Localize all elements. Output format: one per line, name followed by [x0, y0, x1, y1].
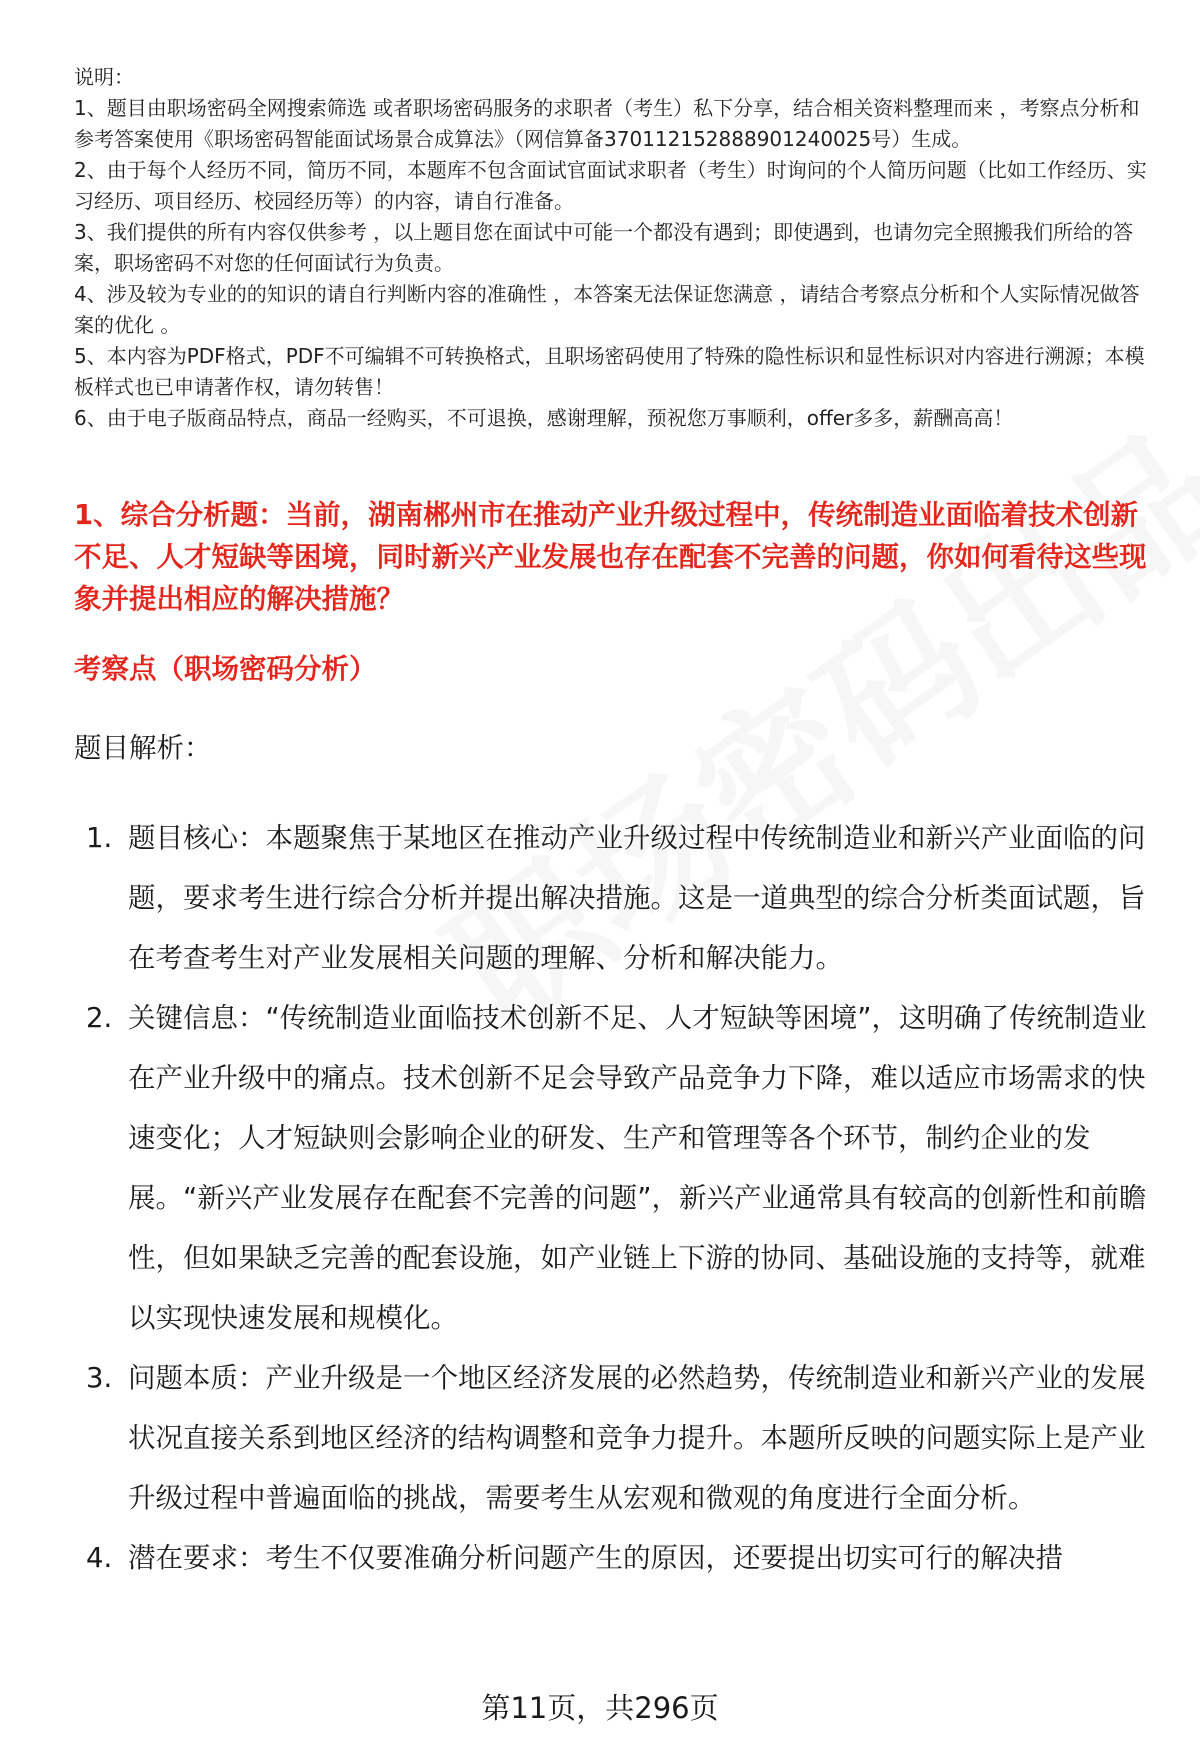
- analysis-item: [74, 1528, 1154, 1588]
- note-item: 5、本内容为PDF格式，PDF不可编辑不可转换格式，且职场密码使用了特殊的隐性标识和显性标识对内容进行溯源；本模板样式也已申请著作权，请勿转售！: [74, 344, 1145, 399]
- analysis-item-text: 关键信息：“传统制造业面临技术创新不足、人才短缺等困境”，这明确了传统制造业在产业升级中的痛点。技术创新不足会导致产品竞争力下降，难以适应市场需求的快速变化；人才短缺则会影响企业的研发、生产和管理等各个环节，制约企业的发展。“新兴产业发展存在配套不完善的问题”，新兴产业通常具有较高的创新性和前瞻性，但如果缺乏完善的配套设施，如产业链上下游的协同、基础设施的支持等，就难以实现快速发展和规模化。: [128, 1002, 1147, 1334]
- analysis-item-number: 4.: [86, 1542, 113, 1574]
- analysis-item-number: 3.: [86, 1362, 113, 1394]
- analysis-item: [74, 1348, 1154, 1528]
- notes-heading: 说明：: [74, 65, 134, 89]
- sub-title: 题目解析：: [74, 732, 212, 764]
- analysis-item-text: 潜在要求：考生不仅要准确分析问题产生的原因，还要提出切实可行的解决措: [128, 1542, 1063, 1574]
- section-title: 考察点（职场密码分析）: [74, 653, 377, 685]
- note-item: 2、由于每个人经历不同，简历不同，本题库不包含面试官面试求职者（考生）时询问的个人简历问题（比如工作经历、实习经历、项目经历、校园经历等）的内容，请自行准备。: [74, 158, 1147, 213]
- analysis-item: [74, 988, 1154, 1348]
- notes-block: [74, 62, 1154, 434]
- note-item: 4、涉及较为专业的的知识的请自行判断内容的准确性 ，本答案无法保证您满意 ，请结合考察点分析和个人实际情况做答案的优化 。: [74, 282, 1140, 337]
- note-item: 3、我们提供的所有内容仅供参考 ，以上题目您在面试中可能一个都没有遇到；即使遇到，也请勿完全照搬我们所给的答案，职场密码不对您的任何面试行为负责。: [74, 220, 1134, 275]
- analysis-item: [74, 808, 1154, 988]
- note-item: 6、由于电子版商品特点，商品一经购买，不可退换，感谢理解，预祝您万事顺利，offer多多，薪酬高高！: [74, 406, 1014, 430]
- analysis-item-number: 1.: [86, 822, 113, 854]
- analysis-list: [74, 808, 1154, 1588]
- analysis-item-text: 问题本质：产业升级是一个地区经济发展的必然趋势，传统制造业和新兴产业的发展状况直接关系到地区经济的结构调整和竞争力提升。本题所反映的问题实际上是产业升级过程中普遍面临的挑战，需要考生从宏观和微观的角度进行全面分析。: [128, 1362, 1146, 1514]
- question-heading: 1、综合分析题：当前，湖南郴州市在推动产业升级过程中，传统制造业面临着技术创新不足、人才短缺等困境，同时新兴产业发展也存在配套不完善的问题，你如何看待这些现象并提出相应的解决措施？: [74, 499, 1147, 615]
- page-footer: 第11页，共296页: [481, 1691, 719, 1725]
- analysis-item-number: 2.: [86, 1002, 113, 1034]
- note-item: 1、题目由职场密码全网搜索筛选 或者职场密码服务的求职者（考生）私下分享，结合相关资料整理而来 ，考察点分析和参考答案使用《职场密码智能面试场景合成算法》（网信算备370112152888901240025号）生成。: [74, 96, 1140, 151]
- analysis-item-text: 题目核心：本题聚焦于某地区在推动产业升级过程中传统制造业和新兴产业面临的问题，要求考生进行综合分析并提出解决措施。这是一道典型的综合分析类面试题，旨在考查考生对产业发展相关问题的理解、分析和解决能力。: [128, 822, 1146, 974]
